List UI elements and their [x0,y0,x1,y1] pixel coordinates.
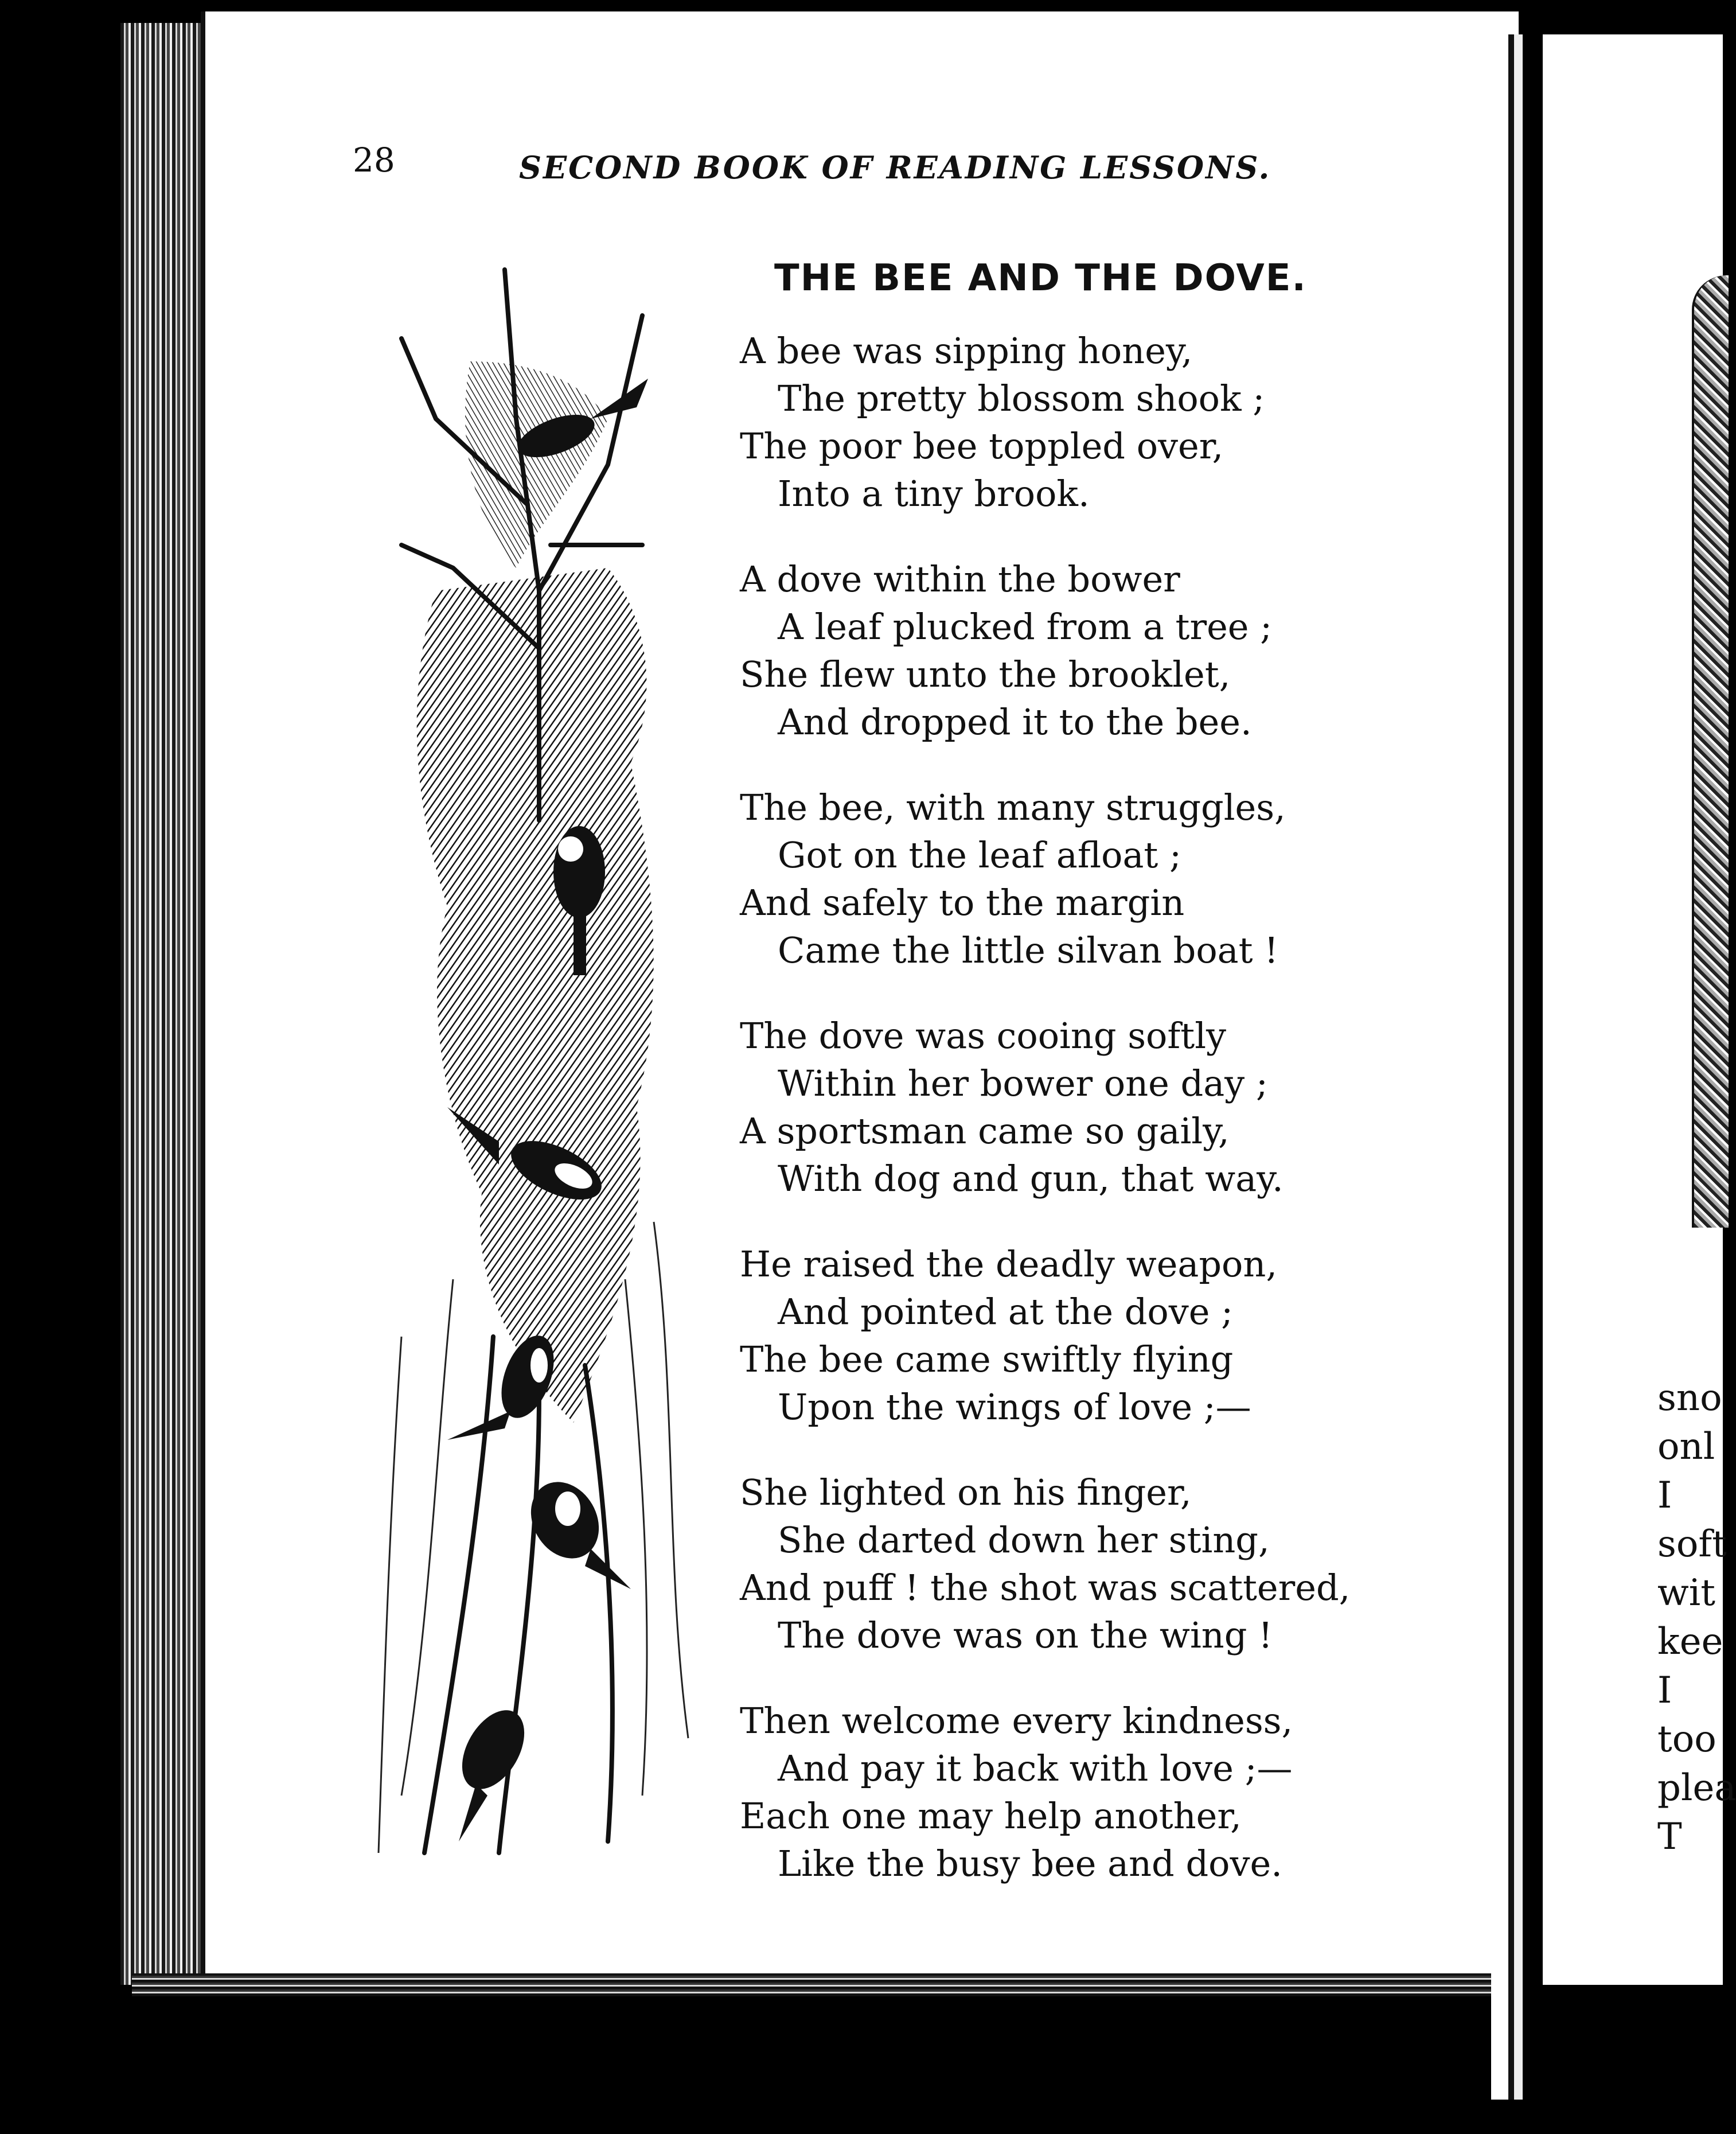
poem-body [740,327,1359,1925]
poem-line: Within her bower one day ; [778,1062,1268,1104]
poem-line: The poor bee toppled over, [740,425,1224,467]
poem-line: Upon the wings of love ;— [778,1386,1251,1428]
poem-line: Like the busy bee and dove. [778,1843,1282,1884]
facing-page-fragment: soft [1657,1523,1727,1566]
facing-page-fragment: I [1657,1474,1672,1517]
poem-line: She lighted on his finger, [740,1471,1192,1513]
stanza [740,1469,1359,1659]
poem-line: The dove was on the wing ! [778,1614,1273,1656]
poem-line: A bee was sipping honey, [740,330,1193,372]
poem-line: With dog and gun, that way. [778,1158,1284,1200]
stanza [740,1240,1359,1431]
facing-page-fragment: I [1657,1669,1672,1712]
poem-line: Each one may help another, [740,1795,1242,1837]
poem-line: The pretty blossom shook ; [778,377,1265,419]
facing-page-fragment: wit [1657,1572,1715,1614]
poem-line: And pay it back with love ;— [778,1747,1293,1789]
stanza [740,1012,1359,1202]
stanza [740,784,1359,974]
poem-line: A dove within the bower [740,558,1180,600]
facing-page-fragment: T [1657,1816,1682,1858]
poem-line: And puff ! the shot was scattered, [740,1567,1351,1609]
poem-line: And dropped it to the bee. [778,701,1252,743]
book-gutter [1491,34,1543,2100]
poem-line: He raised the deadly weapon, [740,1243,1278,1285]
facing-page-fragment: plea [1657,1767,1736,1809]
poem-line: The bee came swiftly flying [740,1338,1234,1380]
poem-line: And pointed at the dove ; [778,1291,1234,1333]
page-bottom-edge [132,1973,1508,1996]
book-page-edges [120,23,212,1985]
running-title: SECOND BOOK OF READING LESSONS. [519,149,1271,186]
facing-page-fragment: onl [1657,1426,1715,1468]
facing-page-fragment: sno [1657,1377,1722,1419]
facing-page-text [1657,1325,1736,1862]
poem-line: The dove was cooing softly [740,1015,1227,1057]
poem-line: Came the little silvan boat ! [778,929,1279,971]
poem-line: Then welcome every kindness, [740,1700,1293,1742]
poem-line: Into a tiny brook. [778,473,1090,515]
page-number: 28 [353,141,395,180]
poem-line: And safely to the margin [740,882,1185,924]
poem-line: The bee, with many struggles, [740,786,1286,828]
facing-page-fragment: kee [1657,1621,1723,1663]
stanza [740,1697,1359,1887]
poem-line: She flew unto the brooklet, [740,653,1231,695]
stanza [740,555,1359,746]
poem-line: A leaf plucked from a tree ; [778,606,1273,648]
poem-line: She darted down her sting, [778,1519,1270,1561]
facing-page-fragment [1657,1325,1726,1374]
poem-title: THE BEE AND THE DOVE. [774,257,1307,299]
tree-and-birds-engraving [367,247,711,1876]
facing-page-fragment: too [1657,1718,1717,1761]
poem-line: Got on the leaf afloat ; [778,834,1181,876]
poem-line: A sportsman came so gaily, [740,1110,1230,1152]
facing-page-engraving [1692,275,1729,1228]
stanza [740,327,1359,517]
